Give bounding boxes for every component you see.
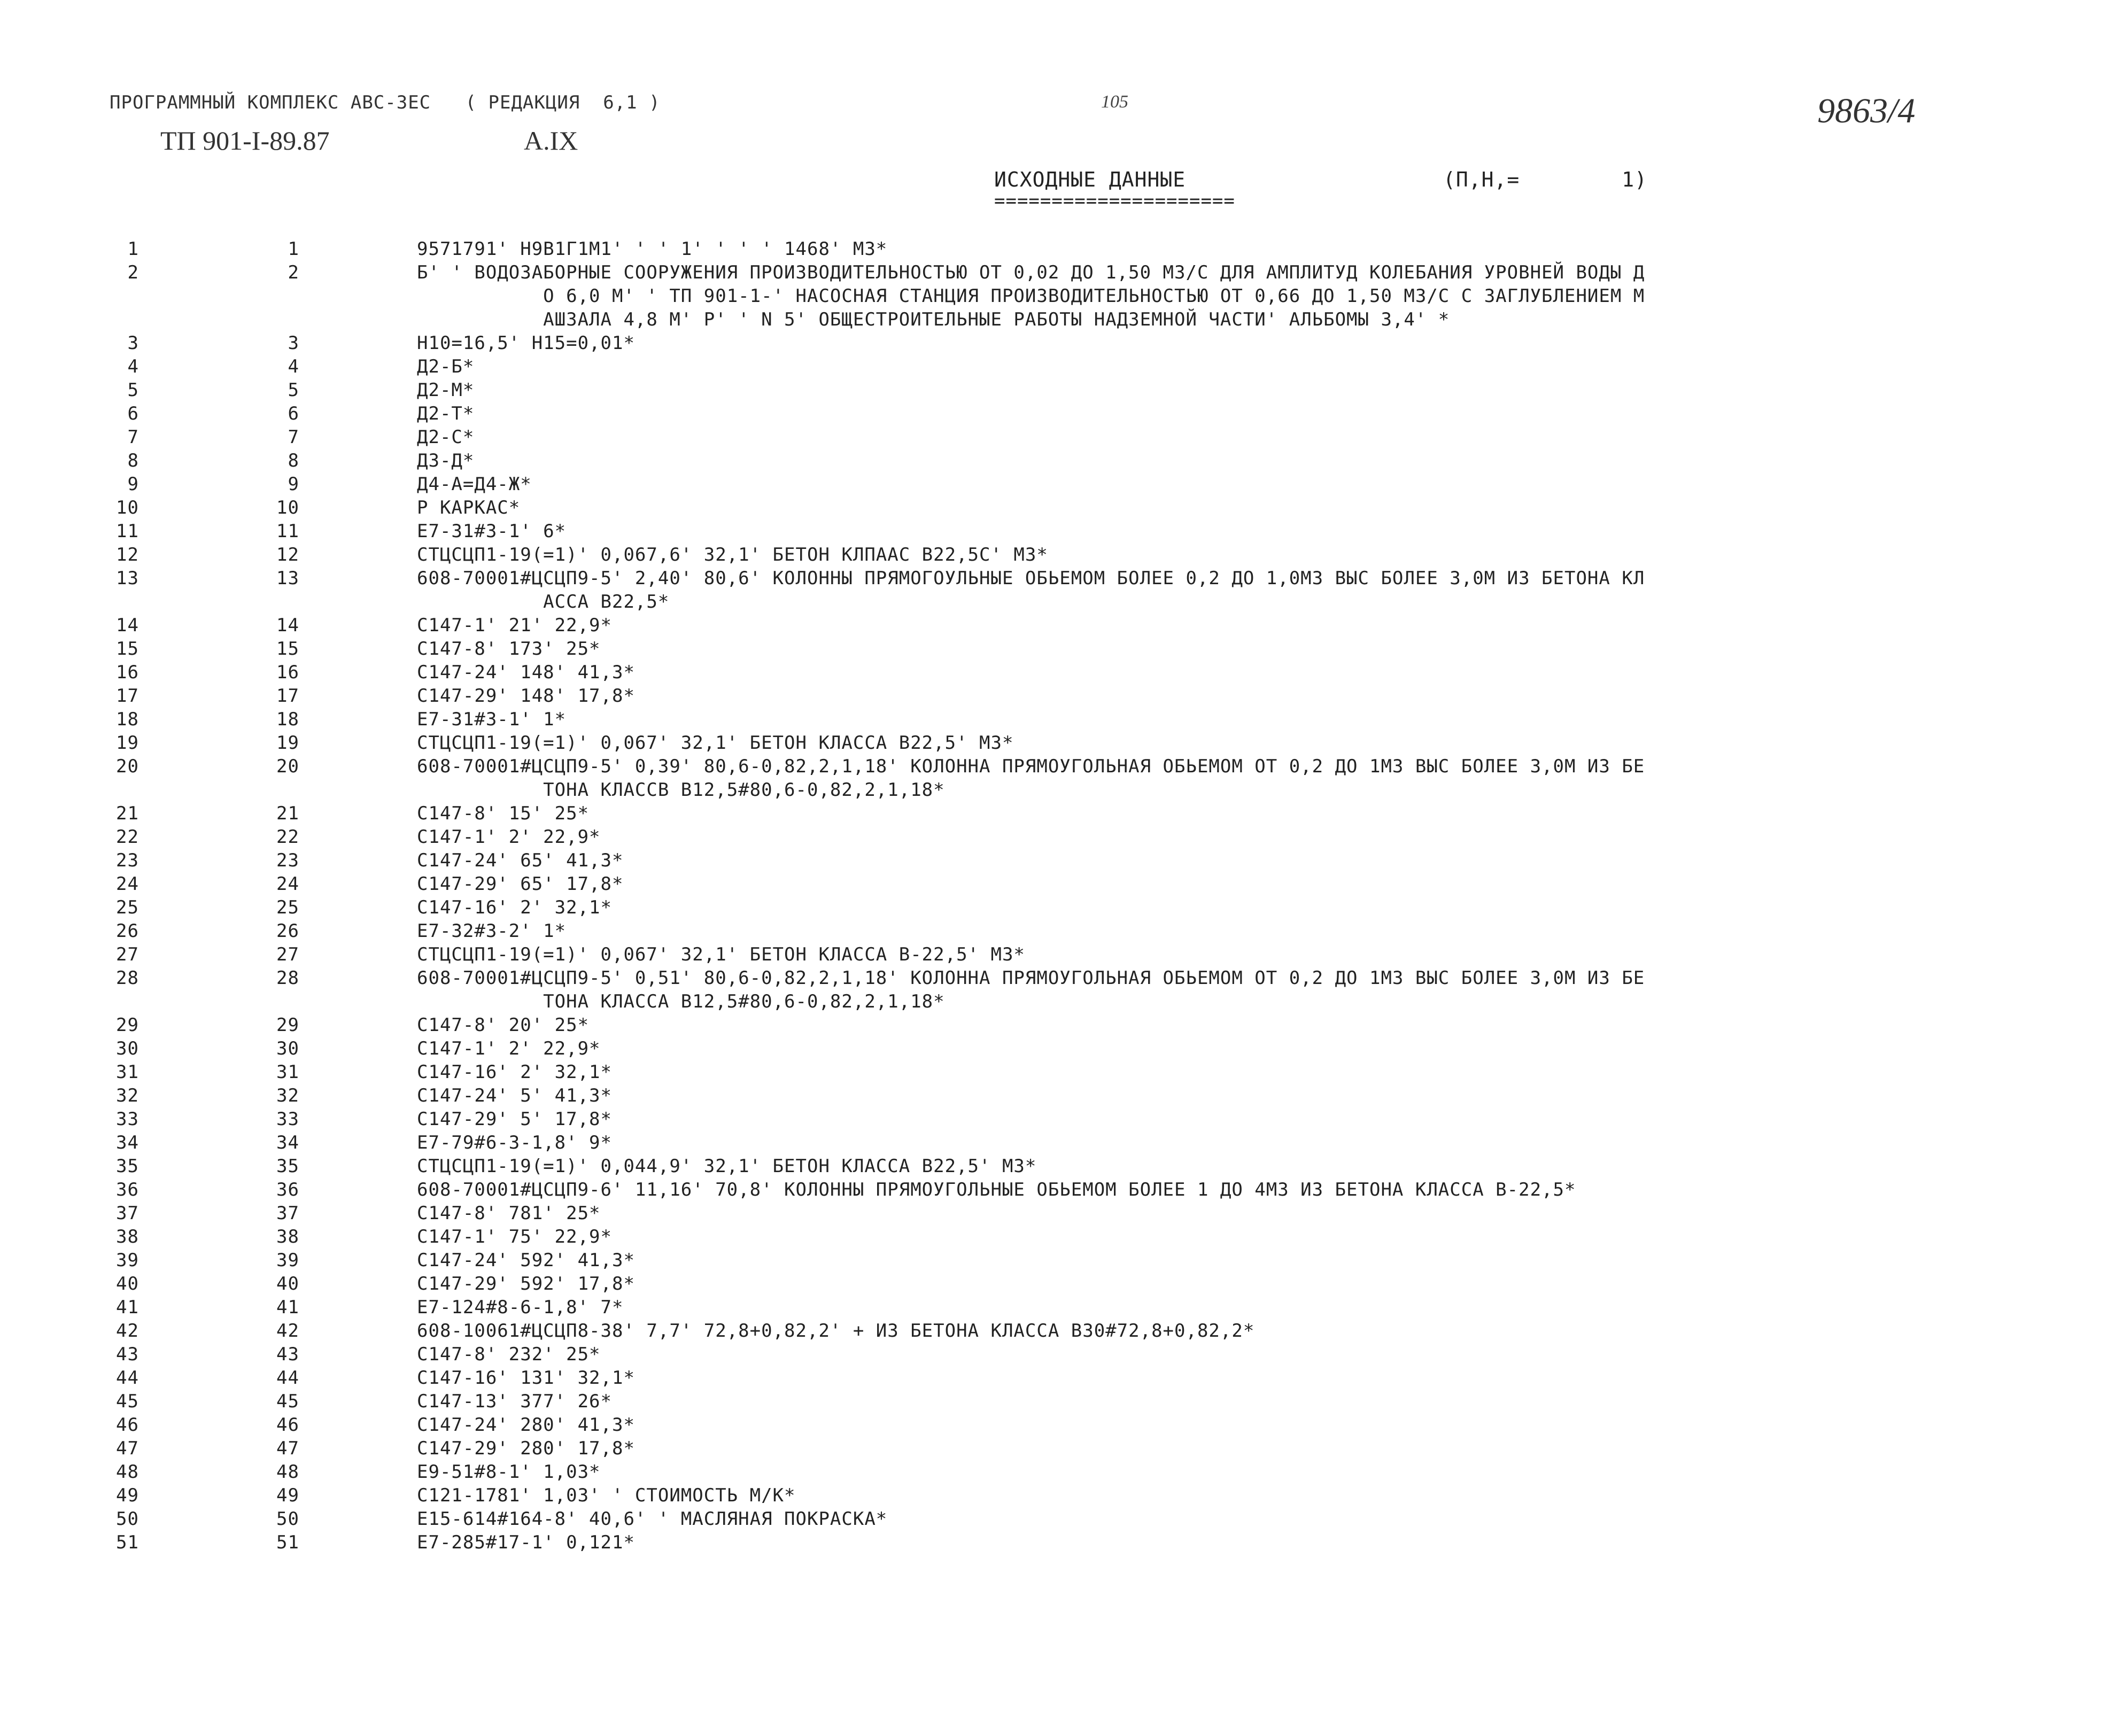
row-number: 15 — [116, 638, 139, 660]
data-row — [0, 943, 2115, 966]
row-card-number: 8 — [288, 450, 299, 471]
row-text: С147-1' 75' 22,9* — [417, 1226, 612, 1247]
row-card-number: 29 — [276, 1014, 299, 1036]
data-row — [0, 661, 2115, 684]
album-code: А.IX — [524, 126, 578, 156]
row-number: 13 — [116, 568, 139, 589]
data-row — [0, 1413, 2115, 1437]
row-text: СТЦСЦП1-19(=1)' 0,067,6' 32,1' БЕТОН КЛПААС В22,5С' М3* — [417, 544, 1048, 565]
row-text: С147-8' 20' 25* — [417, 1014, 590, 1036]
row-text: Е7-32#3-2' 1* — [417, 920, 567, 942]
row-text: С147-1' 21' 22,9* — [417, 615, 612, 636]
data-row — [0, 261, 2115, 331]
data-row — [0, 543, 2115, 567]
row-card-number: 13 — [276, 568, 299, 589]
handwritten-number: 9863/4 — [1817, 91, 1916, 130]
data-row — [0, 1013, 2115, 1037]
row-text: 608-70001#ЦСЦП9-5' 2,40' 80,6' КОЛОННЫ ПРЯМОГОУЛЬНЫЕ ОБЬЕМОМ БОЛЕЕ 0,2 ДО 1,0М3 ВЫС БОЛЕЕ 3,0М ИЗ БЕТОНА КЛ АССА В22,5* — [417, 568, 1645, 613]
row-number: 4 — [127, 356, 139, 377]
row-card-number: 27 — [276, 944, 299, 965]
row-number: 43 — [116, 1344, 139, 1365]
row-card-number: 21 — [276, 803, 299, 824]
row-number: 1 — [127, 238, 139, 260]
data-row — [0, 449, 2115, 472]
row-card-number: 22 — [276, 826, 299, 848]
row-text: Д3-Д* — [417, 450, 475, 471]
row-number: 17 — [116, 685, 139, 707]
row-text: 608-70001#ЦСЦП9-5' 0,39' 80,6-0,82,2,1,18' КОЛОННА ПРЯМОУГОЛЬНАЯ ОБЬЕМОМ ОТ 0,2 ДО 1М3 ВЫС БОЛЕЕ 3,0М ИЗ БЕ ТОНА КЛАССВ В12,5#80,6-0,82,2,1,18* — [417, 756, 1645, 801]
data-row — [0, 708, 2115, 731]
row-card-number: 10 — [276, 497, 299, 518]
row-card-number: 23 — [276, 850, 299, 871]
row-number: 40 — [116, 1273, 139, 1295]
row-card-number: 39 — [276, 1250, 299, 1271]
row-card-number: 31 — [276, 1061, 299, 1083]
row-card-number: 32 — [276, 1085, 299, 1106]
data-row — [0, 1202, 2115, 1225]
row-number: 14 — [116, 615, 139, 636]
row-text: С147-8' 232' 25* — [417, 1344, 601, 1365]
row-text: Д4-А=Д4-Ж* — [417, 474, 532, 495]
row-number: 46 — [116, 1414, 139, 1436]
row-card-number: 1 — [288, 238, 299, 260]
row-text: СТЦСЦП1-19(=1)' 0,067' 32,1' БЕТОН КЛАССА В22,5' М3* — [417, 732, 1014, 754]
row-text: С147-16' 2' 32,1* — [417, 1061, 612, 1083]
data-row — [0, 1060, 2115, 1084]
row-text: С147-8' 173' 25* — [417, 638, 601, 660]
row-card-number: 34 — [276, 1132, 299, 1153]
data-row — [0, 402, 2115, 425]
row-number: 33 — [116, 1109, 139, 1130]
data-row — [0, 1460, 2115, 1484]
row-text: С147-29' 280' 17,8* — [417, 1438, 635, 1459]
section-title: ИСХОДНЫЕ ДАННЫЕ — [994, 168, 1186, 191]
row-card-number: 11 — [276, 521, 299, 542]
data-row — [0, 472, 2115, 496]
row-text: 608-10061#ЦСЦП8-38' 7,7' 72,8+0,82,2' + ИЗ БЕТОНА КЛАССА В30#72,8+0,82,2* — [417, 1320, 1255, 1342]
row-card-number: 43 — [276, 1344, 299, 1365]
row-text: С147-8' 781' 25* — [417, 1203, 601, 1224]
row-number: 6 — [127, 403, 139, 424]
row-text: С147-16' 2' 32,1* — [417, 897, 612, 918]
row-number: 11 — [116, 521, 139, 542]
data-row — [0, 1390, 2115, 1413]
row-number: 21 — [116, 803, 139, 824]
data-row — [0, 802, 2115, 825]
row-card-number: 50 — [276, 1508, 299, 1530]
row-number: 5 — [127, 379, 139, 401]
data-row — [0, 755, 2115, 802]
row-number: 29 — [116, 1014, 139, 1036]
row-number: 2 — [127, 262, 139, 283]
row-card-number: 48 — [276, 1461, 299, 1483]
row-text: Н10=16,5' Н15=0,01* — [417, 332, 635, 354]
title-underline: ===================== — [994, 190, 1235, 212]
data-row — [0, 378, 2115, 402]
row-text: Д2-Т* — [417, 403, 475, 424]
row-text: Е7-31#3-1' 1* — [417, 709, 567, 730]
row-card-number: 25 — [276, 897, 299, 918]
row-card-number: 26 — [276, 920, 299, 942]
row-text: С121-1781' 1,03' ' СТОИМОСТЬ М/К* — [417, 1485, 796, 1506]
row-number: 20 — [116, 756, 139, 777]
input-data-list — [0, 237, 2115, 1554]
row-text: С147-1' 2' 22,9* — [417, 826, 601, 848]
row-card-number: 2 — [288, 262, 299, 283]
row-card-number: 15 — [276, 638, 299, 660]
row-number: 31 — [116, 1061, 139, 1083]
data-row — [0, 1366, 2115, 1390]
data-row — [0, 1531, 2115, 1554]
project-code: ТП 901-I-89.87 — [160, 126, 330, 156]
row-text: Е7-124#8-6-1,8' 7* — [417, 1297, 624, 1318]
row-card-number: 41 — [276, 1297, 299, 1318]
data-row — [0, 1296, 2115, 1319]
row-card-number: 30 — [276, 1038, 299, 1059]
row-text: С147-24' 148' 41,3* — [417, 662, 635, 683]
row-text: Е15-614#164-8' 40,6' ' МАСЛЯНАЯ ПОКРАСКА* — [417, 1508, 888, 1530]
row-number: 50 — [116, 1508, 139, 1530]
row-card-number: 37 — [276, 1203, 299, 1224]
row-number: 32 — [116, 1085, 139, 1106]
data-row — [0, 1343, 2115, 1366]
row-text: С147-29' 65' 17,8* — [417, 873, 624, 895]
row-text: С147-24' 5' 41,3* — [417, 1085, 612, 1106]
row-text: Б' ' ВОДОЗАБОРНЫЕ СООРУЖЕНИЯ ПРОИЗВОДИТЕЛЬНОСТЬЮ ОТ 0,02 ДО 1,50 М3/С ДЛЯ АМПЛИТУД КОЛЕБАНИЯ УРОВНЕЙ ВОДЫ Д О 6,0 М' ' ТП 901-1-' НАСОСНАЯ СТАНЦИЯ ПРОИЗВОДИТЕЛЬНОСТЬЮ ОТ 0,66 ДО 1,50 М3/С С ЗАГЛУБЛЕНИЕМ М АШЗАЛА 4,8 М' Р' ' N 5' ОБЩЕСТРОИТЕЛЬНЫЕ РАБОТЫ НАДЗЕМНОЙ ЧАСТИ' АЛЬБОМЫ 3,4' * — [417, 262, 1645, 330]
row-card-number: 35 — [276, 1156, 299, 1177]
row-card-number: 36 — [276, 1179, 299, 1200]
row-card-number: 7 — [288, 427, 299, 448]
data-row — [0, 872, 2115, 896]
row-text: С147-13' 377' 26* — [417, 1391, 612, 1412]
row-text: С147-1' 2' 22,9* — [417, 1038, 601, 1059]
row-number: 37 — [116, 1203, 139, 1224]
row-number: 23 — [116, 850, 139, 871]
row-number: 25 — [116, 897, 139, 918]
data-row — [0, 1178, 2115, 1202]
row-number: 9 — [127, 474, 139, 495]
row-card-number: 38 — [276, 1226, 299, 1247]
row-number: 10 — [116, 497, 139, 518]
row-card-number: 33 — [276, 1109, 299, 1130]
row-card-number: 6 — [288, 403, 299, 424]
row-text: Д2-С* — [417, 427, 475, 448]
data-row — [0, 331, 2115, 355]
row-number: 7 — [127, 427, 139, 448]
row-number: 44 — [116, 1367, 139, 1389]
row-text: Д2-М* — [417, 379, 475, 401]
data-row — [0, 849, 2115, 872]
row-text: Е9-51#8-1' 1,03* — [417, 1461, 601, 1483]
row-text: С147-29' 148' 17,8* — [417, 685, 635, 707]
data-row — [0, 825, 2115, 849]
row-card-number: 9 — [288, 474, 299, 495]
row-card-number: 40 — [276, 1273, 299, 1295]
row-text: Е7-79#6-3-1,8' 9* — [417, 1132, 612, 1153]
data-row — [0, 966, 2115, 1013]
row-card-number: 20 — [276, 756, 299, 777]
row-number: 42 — [116, 1320, 139, 1342]
row-number: 41 — [116, 1297, 139, 1318]
row-number: 26 — [116, 920, 139, 942]
row-number: 22 — [116, 826, 139, 848]
data-row — [0, 1131, 2115, 1154]
data-row — [0, 1225, 2115, 1249]
row-text: С147-24' 65' 41,3* — [417, 850, 624, 871]
row-number: 24 — [116, 873, 139, 895]
row-card-number: 49 — [276, 1485, 299, 1506]
row-text: 608-70001#ЦСЦП9-6' 11,16' 70,8' КОЛОННЫ ПРЯМОУГОЛЬНЫЕ ОБЬЕМОМ БОЛЕЕ 1 ДО 4М3 ИЗ БЕТОНА КЛАССА В-22,5* — [417, 1179, 1576, 1200]
page-number: 105 — [1101, 92, 1128, 112]
row-text: Р КАРКАС* — [417, 497, 521, 518]
data-row — [0, 1484, 2115, 1507]
row-number: 38 — [116, 1226, 139, 1247]
data-row — [0, 1084, 2115, 1107]
row-card-number: 28 — [276, 967, 299, 989]
program-header: ПРОГРАММНЫЙ КОМПЛЕКС АВС-ЗЕС ( РЕДАКЦИЯ 6,1 ) — [110, 92, 661, 113]
data-row — [0, 355, 2115, 378]
parameters: (П,Н,= 1) — [1443, 168, 1648, 191]
data-row — [0, 1437, 2115, 1460]
row-number: 8 — [127, 450, 139, 471]
row-number: 35 — [116, 1156, 139, 1177]
row-number: 3 — [127, 332, 139, 354]
row-text: СТЦСЦП1-19(=1)' 0,044,9' 32,1' БЕТОН КЛАССА В22,5' М3* — [417, 1156, 1037, 1177]
row-number: 49 — [116, 1485, 139, 1506]
row-number: 34 — [116, 1132, 139, 1153]
row-card-number: 45 — [276, 1391, 299, 1412]
row-number: 16 — [116, 662, 139, 683]
data-row — [0, 520, 2115, 543]
data-row — [0, 684, 2115, 708]
data-row — [0, 637, 2115, 661]
row-number: 47 — [116, 1438, 139, 1459]
row-card-number: 3 — [288, 332, 299, 354]
data-row — [0, 425, 2115, 449]
row-number: 28 — [116, 967, 139, 989]
row-text: С147-29' 592' 17,8* — [417, 1273, 635, 1295]
row-card-number: 51 — [276, 1532, 299, 1553]
data-row — [0, 1037, 2115, 1060]
row-card-number: 44 — [276, 1367, 299, 1389]
row-card-number: 14 — [276, 615, 299, 636]
row-card-number: 24 — [276, 873, 299, 895]
row-text: СТЦСЦП1-19(=1)' 0,067' 32,1' БЕТОН КЛАССА В-22,5' М3* — [417, 944, 1025, 965]
row-text: Е7-285#17-1' 0,121* — [417, 1532, 635, 1553]
data-row — [0, 237, 2115, 261]
row-number: 12 — [116, 544, 139, 565]
row-card-number: 17 — [276, 685, 299, 707]
row-number: 27 — [116, 944, 139, 965]
row-text: 9571791' Н9В1Г1М1' ' ' 1' ' ' ' 1468' М3* — [417, 238, 888, 260]
row-number: 36 — [116, 1179, 139, 1200]
row-number: 45 — [116, 1391, 139, 1412]
row-text: С147-16' 131' 32,1* — [417, 1367, 635, 1389]
row-text: Д2-Б* — [417, 356, 475, 377]
data-row — [0, 1107, 2115, 1131]
row-number: 18 — [116, 709, 139, 730]
data-row — [0, 1272, 2115, 1296]
data-row — [0, 919, 2115, 943]
data-row — [0, 896, 2115, 919]
row-text: Е7-31#3-1' 6* — [417, 521, 567, 542]
data-row — [0, 1249, 2115, 1272]
data-row — [0, 1507, 2115, 1531]
row-text: С147-24' 592' 41,3* — [417, 1250, 635, 1271]
row-text: С147-24' 280' 41,3* — [417, 1414, 635, 1436]
row-card-number: 12 — [276, 544, 299, 565]
row-number: 48 — [116, 1461, 139, 1483]
row-card-number: 47 — [276, 1438, 299, 1459]
row-card-number: 19 — [276, 732, 299, 754]
row-card-number: 5 — [288, 379, 299, 401]
row-number: 39 — [116, 1250, 139, 1271]
row-text: С147-29' 5' 17,8* — [417, 1109, 612, 1130]
data-row — [0, 496, 2115, 520]
row-number: 30 — [116, 1038, 139, 1059]
row-card-number: 16 — [276, 662, 299, 683]
row-number: 19 — [116, 732, 139, 754]
data-row — [0, 1154, 2115, 1178]
data-row — [0, 614, 2115, 637]
data-row — [0, 567, 2115, 614]
data-row — [0, 731, 2115, 755]
row-number: 51 — [116, 1532, 139, 1553]
row-card-number: 42 — [276, 1320, 299, 1342]
row-card-number: 4 — [288, 356, 299, 377]
row-card-number: 18 — [276, 709, 299, 730]
row-card-number: 46 — [276, 1414, 299, 1436]
row-text: С147-8' 15' 25* — [417, 803, 590, 824]
row-text: 608-70001#ЦСЦП9-5' 0,51' 80,6-0,82,2,1,18' КОЛОННА ПРЯМОУГОЛЬНАЯ ОБЬЕМОМ ОТ 0,2 ДО 1М3 ВЫС БОЛЕЕ 3,0М ИЗ БЕ ТОНА КЛАССА В12,5#80,6-0,82,2,1,18* — [417, 967, 1645, 1012]
data-row — [0, 1319, 2115, 1343]
